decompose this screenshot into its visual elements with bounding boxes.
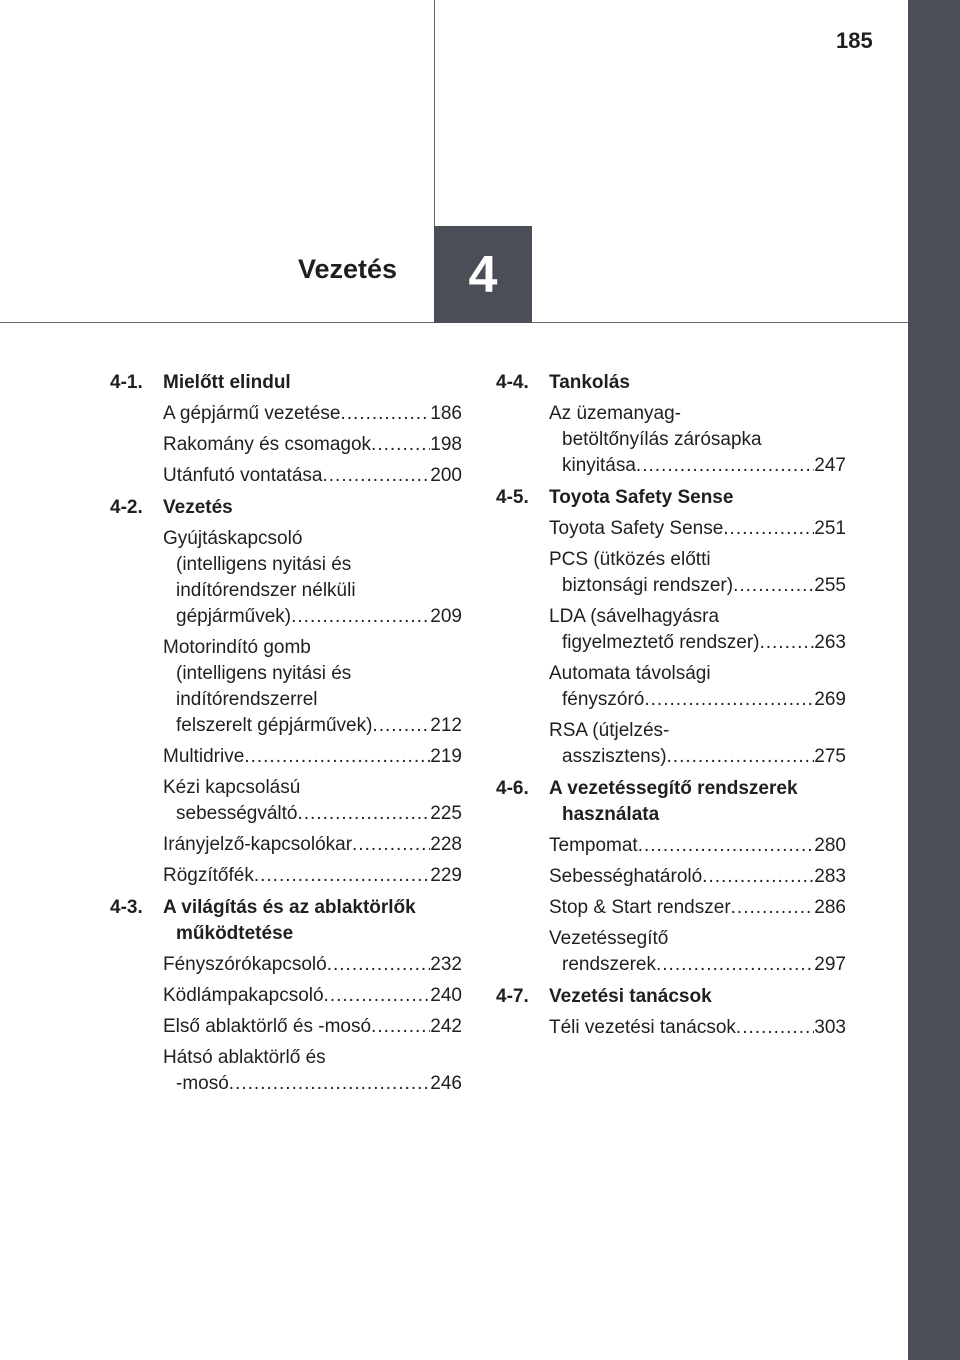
section-number: 4-5. (496, 487, 529, 508)
toc-section-4-5 (496, 485, 846, 770)
leader-dots (723, 516, 814, 542)
entry-text: Stop & Start rendszer (549, 897, 731, 918)
entry-line: LDA (sávelhagyásra (549, 606, 720, 627)
toc-entry[interactable] (496, 1015, 846, 1041)
entry-page: 286 (814, 897, 846, 918)
section-heading[interactable] (110, 495, 462, 521)
leader-dots (702, 864, 814, 890)
section-title (549, 776, 846, 828)
section-title: Tankolás (549, 372, 630, 393)
leader-dots (638, 833, 815, 859)
entry-text: Multidrive (163, 746, 245, 767)
entry-line: Az üzemanyag- (549, 403, 682, 424)
toc-entry[interactable] (496, 895, 846, 921)
entry-text: A gépjármű vezetése (163, 403, 341, 424)
entry-text: fényszóró (562, 689, 645, 710)
entry-text: Utánfutó vontatása (163, 465, 323, 486)
entry-text: sebességváltó (176, 803, 298, 824)
toc-entry[interactable] (110, 863, 462, 889)
toc-entry[interactable] (110, 775, 462, 827)
entry-text: Első ablaktörlő és -mosó (163, 1016, 372, 1037)
entry-page: 255 (814, 575, 846, 596)
entry-page: 219 (430, 746, 462, 767)
leader-dots (656, 952, 814, 978)
entry-page: 269 (814, 689, 846, 710)
toc-entry[interactable] (110, 1014, 462, 1040)
entry-text: asszisztens) (562, 746, 667, 767)
entry-page: 225 (430, 803, 462, 824)
toc-entry[interactable] (110, 463, 462, 489)
entry-line: indítórendszer nélküli (176, 580, 356, 601)
leader-dots (244, 744, 430, 770)
toc-section-4-4 (496, 370, 846, 479)
chapter-number-box: 4 (434, 226, 532, 323)
entry-page: 297 (814, 954, 846, 975)
entry-page: 186 (430, 403, 462, 424)
toc-entry[interactable] (110, 432, 462, 458)
entry-page: 228 (430, 834, 462, 855)
entry-text: felszerelt gépjárművek) (176, 715, 373, 736)
toc-entry[interactable] (496, 516, 846, 542)
toc-entry[interactable] (496, 864, 846, 890)
entry-page: 232 (430, 954, 462, 975)
section-heading[interactable] (110, 370, 462, 396)
entry-text: Rögzítőfék (163, 865, 254, 886)
toc-entry[interactable] (496, 833, 846, 859)
section-heading[interactable] (110, 895, 462, 947)
toc-entry[interactable] (110, 832, 462, 858)
section-title: Mielőtt elindul (163, 372, 291, 393)
entry-line: RSA (útjelzés- (549, 720, 670, 741)
section-title (163, 895, 462, 947)
toc-section-4-3 (110, 895, 462, 1097)
toc-entry[interactable] (110, 952, 462, 978)
entry-page: 246 (430, 1073, 462, 1094)
entry-line: Automata távolsági (549, 663, 711, 684)
section-heading[interactable] (496, 776, 846, 828)
section-number: 4-3. (110, 897, 143, 918)
toc-entry[interactable] (496, 661, 846, 713)
entry-text: biztonsági rendszer) (562, 575, 734, 596)
leader-dots (297, 801, 430, 827)
section-title: Toyota Safety Sense (549, 487, 734, 508)
entry-line: Hátsó ablaktörlő és (163, 1047, 326, 1068)
section-title: Vezetés (163, 497, 233, 518)
leader-dots (254, 863, 430, 889)
section-title-line: A vezetéssegítő rendszerek (549, 778, 798, 799)
entry-line: PCS (ütközés előtti (549, 549, 711, 570)
toc-entry[interactable] (110, 983, 462, 1009)
entry-line: (intelligens nyitási és (176, 554, 352, 575)
leader-dots (759, 630, 814, 656)
entry-text: -mosó (176, 1073, 229, 1094)
entry-text: rendszerek (562, 954, 656, 975)
toc-entry[interactable] (496, 547, 846, 599)
entry-line: Kézi kapcsolású (163, 777, 301, 798)
entry-line: betöltőnyílás zárósapka (562, 429, 762, 450)
entry-text: kinyitása (562, 455, 636, 476)
chapter-title: Vezetés (298, 254, 398, 284)
toc-entry[interactable] (496, 604, 846, 656)
toc-entry[interactable] (496, 718, 846, 770)
section-number: 4-4. (496, 372, 529, 393)
section-number: 4-1. (110, 372, 143, 393)
entry-text: Toyota Safety Sense (549, 518, 724, 539)
section-title-line: A világítás és az ablaktörlők (163, 897, 416, 918)
leader-dots (731, 895, 815, 921)
page-number: 185 (836, 28, 873, 53)
section-number: 4-7. (496, 986, 529, 1007)
toc-left-column (110, 370, 462, 1103)
leader-dots (340, 401, 430, 427)
entry-line: Motorindító gomb (163, 637, 311, 658)
leader-dots (372, 713, 430, 739)
entry-page: 240 (430, 985, 462, 1006)
entry-text: Rakomány és csomagok (163, 434, 372, 455)
toc-section-4-7 (496, 984, 846, 1041)
leader-dots (291, 604, 430, 630)
entry-page: 280 (814, 835, 846, 856)
entry-page: 209 (430, 606, 462, 627)
toc-entry[interactable] (110, 526, 462, 630)
entry-text: Téli vezetési tanácsok (549, 1017, 736, 1038)
section-number: 4-6. (496, 778, 529, 799)
toc-entry[interactable] (110, 401, 462, 427)
entry-page: 212 (430, 715, 462, 736)
leader-dots (667, 744, 815, 770)
entry-page: 263 (814, 632, 846, 653)
entry-page: 198 (430, 434, 462, 455)
toc-section-4-1 (110, 370, 462, 489)
toc-entry[interactable] (496, 926, 846, 978)
leader-dots (323, 463, 431, 489)
section-heading[interactable] (496, 485, 846, 511)
entry-page: 229 (430, 865, 462, 886)
entry-text: Fényszórókapcsoló (163, 954, 327, 975)
leader-dots (327, 952, 431, 978)
entry-page: 200 (430, 465, 462, 486)
entry-line: indítórendszerrel (176, 689, 318, 710)
section-title-line: használata (562, 804, 660, 825)
leader-dots (229, 1071, 431, 1097)
entry-text: Sebességhatároló (549, 866, 703, 887)
section-heading[interactable] (496, 984, 846, 1010)
entry-line: Gyújtáskapcsoló (163, 528, 303, 549)
header-vertical-rule (434, 0, 435, 226)
chapter-side-tab (908, 0, 960, 1360)
toc-entry[interactable] (110, 744, 462, 770)
entry-text: figyelmeztető rendszer) (562, 632, 760, 653)
toc-right-column (496, 370, 846, 1047)
section-title-line: működtetése (176, 923, 294, 944)
leader-dots (736, 1015, 814, 1041)
entry-text: gépjárművek) (176, 606, 292, 627)
entry-page: 247 (814, 455, 846, 476)
entry-line: (intelligens nyitási és (176, 663, 352, 684)
entry-line: Vezetéssegítő (549, 928, 669, 949)
entry-text: Tempomat (549, 835, 638, 856)
toc-entry[interactable] (496, 401, 846, 479)
entry-page: 242 (430, 1016, 462, 1037)
leader-dots (644, 687, 814, 713)
toc-entry[interactable] (110, 1045, 462, 1097)
entry-text: Ködlámpakapcsoló (163, 985, 324, 1006)
section-title: Vezetési tanácsok (549, 986, 712, 1007)
entry-page: 303 (814, 1017, 846, 1038)
leader-dots (371, 432, 430, 458)
toc-section-4-6 (496, 776, 846, 978)
toc-section-4-2 (110, 495, 462, 889)
entry-page: 275 (814, 746, 846, 767)
leader-dots (371, 1014, 430, 1040)
leader-dots (352, 832, 430, 858)
section-number: 4-2. (110, 497, 143, 518)
entry-page: 283 (814, 866, 846, 887)
entry-text: Irányjelző-kapcsolókar (163, 834, 353, 855)
section-heading[interactable] (496, 370, 846, 396)
leader-dots (733, 573, 814, 599)
toc-entry[interactable] (110, 635, 462, 739)
leader-dots (324, 983, 431, 1009)
leader-dots (636, 453, 814, 479)
entry-page: 251 (814, 518, 846, 539)
